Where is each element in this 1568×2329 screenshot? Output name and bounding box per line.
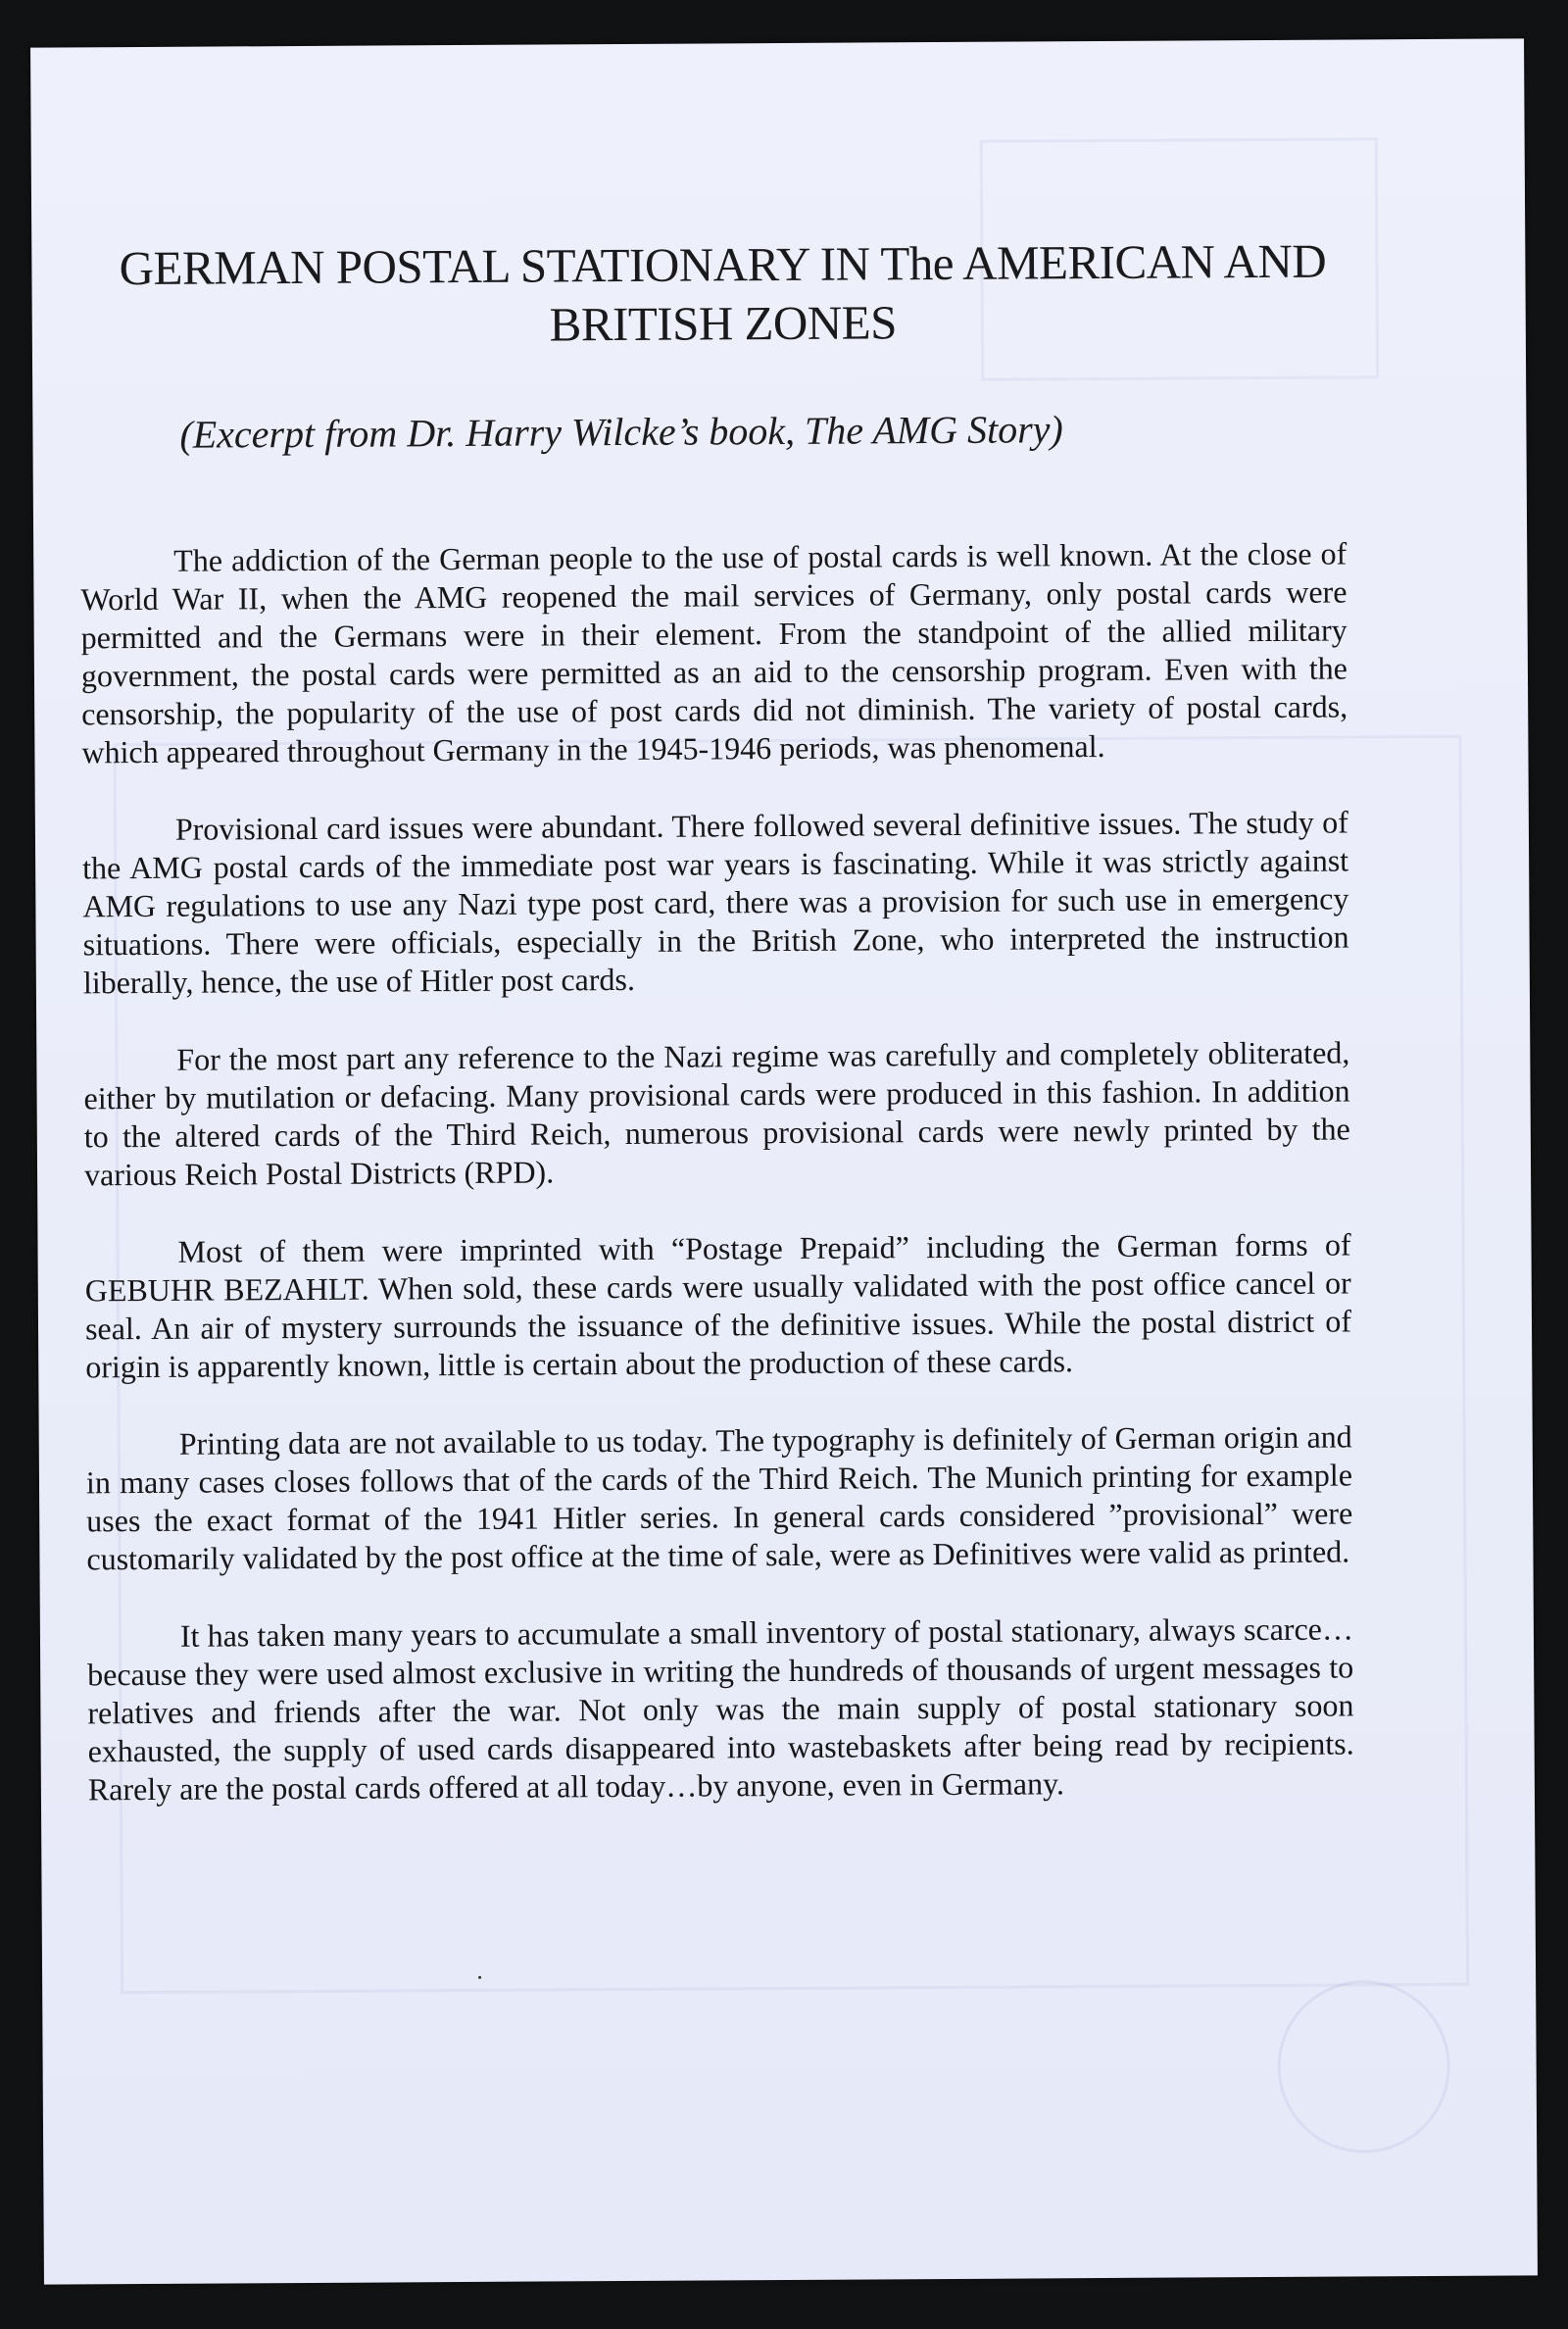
document-body: [80, 534, 1354, 1848]
document-subtitle: (Excerpt from Dr. Harry Wilcke’s book, The AMG Story): [179, 407, 1063, 457]
document-title: GERMAN POSTAL STATIONARY IN The AMERICAN AND BRITISH ZONES: [119, 233, 1327, 352]
paragraph: Most of them were imprinted with “Postage Prepaid” including the German forms of GEBUHR BEZAHLT. When sold, these cards were usually validated with the post office cancel or seal. An air of mystery surrounds the issuance of the definitive issues. While the postal district of origin is apparently known, little is certain about the production of these cards.: [84, 1226, 1352, 1385]
document-page: [30, 38, 1538, 2284]
paragraph: Printing data are not available to us today. The typography is definitely of German origin and in many cases closes follows that of the cards of the Third Reich. The Munich printing for example uses the exact format of the 1941 Hitler series. In general cards considered ”provisional” were customarily validated by the post office at the time of sale, were as Definitives were valid as printed.: [85, 1418, 1353, 1577]
paragraph: For the most part any reference to the Nazi regime was carefully and completely obliterated, either by mutilation or defacing. Many provisional cards were produced in this fashion. In addition to the altered cards of the Third Reich, numerous provisional cards were newly printed by the various Reich Postal Districts (RPD).: [83, 1034, 1350, 1193]
paragraph: The addiction of the German people to the use of postal cards is well known. At the close of World War II, when the AMG reopened the mail services of Germany, only postal cards were permitted and the Germans were in their element. From the standpoint of the allied military government, the postal cards were permitted as an aid to the censorship program. Even with the censorship, the popularity of the use of post cards did not diminish. The variety of postal cards, which appeared throughout Germany in the 1945-1946 periods, was phenomenal.: [80, 535, 1348, 770]
paragraph: Provisional card issues were abundant. There followed several definitive issues. The study of the AMG postal cards of the immediate post war years is fascinating. While it was strictly against AMG regulations to use any Nazi type post card, there was a provision for such use in emergency situations. There were officials, especially in the British Zone, who interpreted the instruction liberally, hence, the use of Hitler post cards.: [82, 804, 1349, 1001]
show-through-postmark: [1277, 1980, 1450, 2154]
stray-mark: [478, 1976, 481, 1979]
paragraph: It has taken many years to accumulate a small inventory of postal stationary, always scarce… because they were used almost exclusive in writing the hundreds of thousands of urgent messages to relatives and friends after the war. Not only was the main supply of postal stationary soon exhausted, the supply of used cards disappeared into wastebaskets after being read by recipients. Rarely are the postal cards offered at all today…by anyone, even in Germany.: [87, 1610, 1354, 1808]
